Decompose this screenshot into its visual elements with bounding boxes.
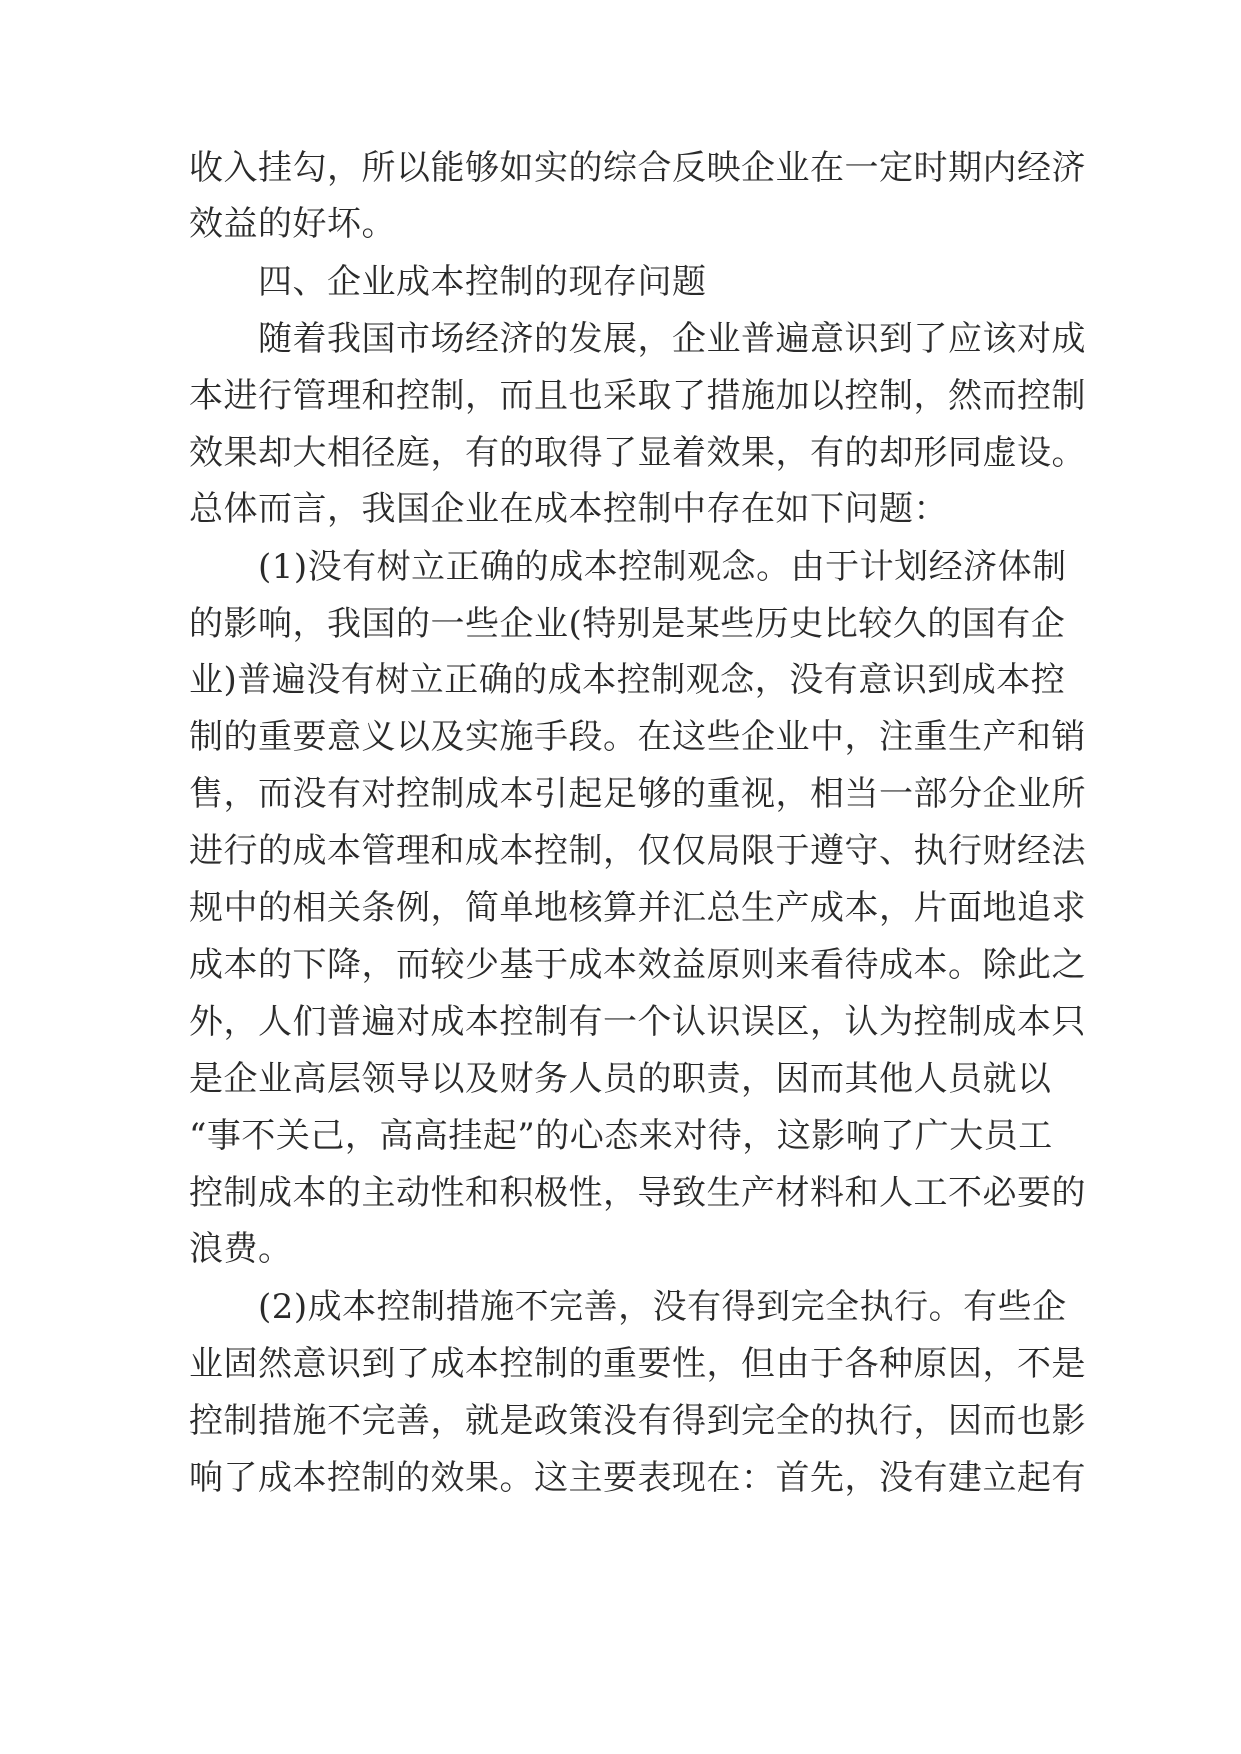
text-line-23: 控制措施不完善，就是政策没有得到完全的执行，因而也影 [189,1401,1086,1441]
text-line-16: 外，人们普遍对成本控制有一个认识误区，认为控制成本只 [189,1002,1086,1042]
text-line-14: 规中的相关条例，简单地核算并汇总生产成本，片面地追求 [189,888,1086,928]
text-line-11: 制的重要意义以及实施手段。在这些企业中，注重生产和销 [189,717,1086,757]
text-line-17: 是企业高层领导以及财务人员的职责，因而其他人员就以 [189,1059,1052,1099]
text-line-6: 效果却大相径庭，有的取得了显着效果，有的却形同虚设。 [189,433,1086,473]
text-line-19: 控制成本的主动性和积极性，导致生产材料和人工不必要的 [189,1173,1086,1213]
text-line-24: 响了成本控制的效果。这主要表现在：首先，没有建立起有 [189,1458,1086,1498]
text-line-4: 随着我国市场经济的发展，企业普遍意识到了应该对成 [258,319,1086,359]
text-line-8: (1)没有树立正确的成本控制观念。由于计划经济体制 [258,547,1067,587]
text-line-12: 售，而没有对控制成本引起足够的重视，相当一部分企业所 [189,774,1086,814]
text-line-9: 的影响，我国的一些企业(特别是某些历史比较久的国有企 [189,604,1066,644]
text-line-5: 本进行管理和控制，而且也采取了措施加以控制，然而控制 [189,376,1086,416]
text-line-10: 业)普遍没有树立正确的成本控制观念，没有意识到成本控 [189,660,1066,700]
text-line-21: (2)成本控制措施不完善，没有得到完全执行。有些企 [258,1287,1067,1327]
text-line-22: 业固然意识到了成本控制的重要性，但由于各种原因，不是 [189,1344,1086,1384]
text-line-15: 成本的下降，而较少基于成本效益原则来看待成本。除此之 [189,945,1086,985]
text-line-18: “事不关己，高高挂起”的心态来对待，这影响了广大员工 [189,1116,1053,1156]
text-line-7: 总体而言，我国企业在成本控制中存在如下问题： [189,489,948,529]
section-heading: 四、企业成本控制的现存问题 [258,262,707,302]
text-line-1: 收入挂勾，所以能够如实的综合反映企业在一定时期内经济 [189,148,1086,188]
text-line-13: 进行的成本管理和成本控制，仅仅局限于遵守、执行财经法 [189,831,1086,871]
text-line-20: 浪费。 [189,1229,293,1269]
text-line-2: 效益的好坏。 [189,204,396,244]
